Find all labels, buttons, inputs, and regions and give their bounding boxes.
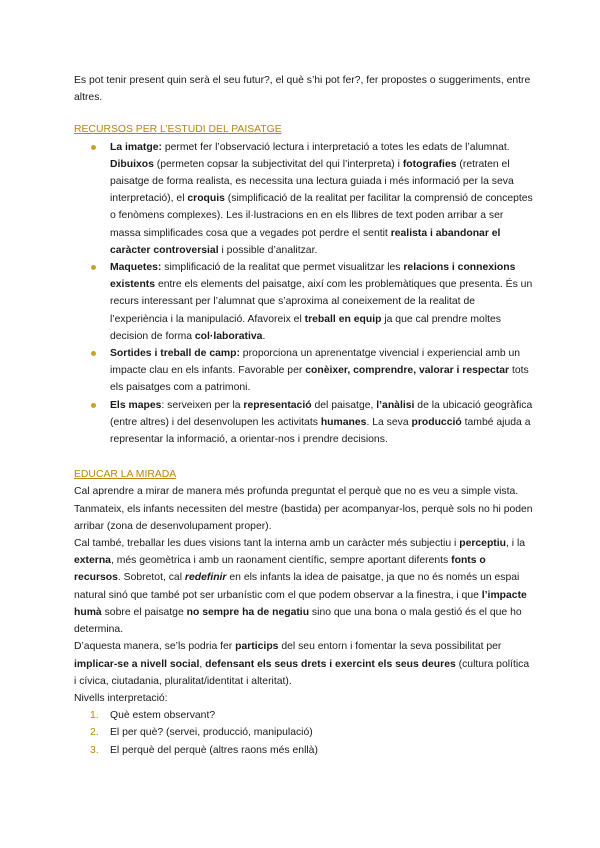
educar-paragraph-1: Cal aprendre a mirar de manera més profunda preguntat el perquè que no es veu a simple vista. Tanmateix, els infants necessiten del mestre (bastida) per acompanyar-los, perquè sols no hi poden arribar (zona de desenvolupament proper).: [74, 486, 533, 532]
bullet-icon: [91, 145, 96, 150]
list-item-level: 3. El perquè del perquè (altres raons més enllà): [90, 744, 318, 756]
educar-paragraph-2: Cal també, treballar les dues visions tant la interna amb un caràcter més subjectiu i perceptiu, i la externa, més geomètrica i amb un raonament científic, sempre aportant diferents fonts o recursos. Sobretot, cal redefinir en els infants la idea de paisatge, ja que no és només un espai natural sinó que també pot ser urbanístic com el que podem observar a la finestra, i que l’impacte humà sobre el paisatge no sempre ha de negatiu sino que una bona o mala gestió és el que ho determina.: [74, 538, 527, 636]
bullet-icon: [91, 403, 96, 408]
list-item-level: 2. El per què? (servei, producció, manipulació): [90, 727, 313, 739]
bullet-icon: [91, 351, 96, 356]
educar-paragraph-3: D’aquesta manera, se’ls podria fer particips del seu entorn i fomentar la seva possibilitat per implicar-se a nivell social, defensant els seus drets i exercint els seus deures (cultura política i cívica, ciutadania, pluralitat/identitat i alteritat).: [74, 641, 530, 687]
section-heading-recursos: RECURSOS PER L’ESTUDI DEL PAISATGE: [74, 124, 282, 136]
list-item-maquetes: Maquetes: simplificació de la realitat que permet visualitzar les relacions i connexions existents entre els elements del paisatge, així com les problemàtiques que presenta. És un recurs interessant per l’alumnat que s’aproxima al coneixement de la realitat de l’experiència i la manipulació. Afavoreix el treball en equip ja que cal prendre moltes decision de forma col·laborativa.: [74, 259, 534, 345]
document-body: [74, 72, 534, 759]
intro-paragraph: Es pot tenir present quin serà el seu futur?, el què s’hi pot fer?, fer propostes o suggeriments, entre altres.: [74, 75, 531, 104]
list-item-sortides: Sortides i treball de camp: proporciona un aprenentatge vivencial i experiencial amb un impacte clau en els infants. Favorable per conèixer, comprendre, valorar i respectar tots els paisatges com a patrimoni.: [74, 345, 534, 397]
list-item-level: 1. Què estem observant?: [90, 710, 216, 722]
bullet-icon: [91, 265, 96, 270]
recursos-list: [74, 139, 534, 449]
list-item-imatge: La imatge: permet fer l’observació lectura i interpretació a totes les edats de l’alumnat. Dibuixos (permeten copsar la subjectivitat del qui l’interpreta) i fotografies (retraten el paisatge de forma realista, es necessita una lectura guiada i més informació per la seva interpretació), el croquis (simplificació de la realitat per facilitar la comprensió de conceptes o fenòmens complexes). Les il·lustracions en en els llibres de text poden arribar a ser massa simplificades cosa que a vegades pot perdre el sentit realista i abandonar el caràcter controversial i possible d’analitzar.: [74, 139, 534, 259]
list-item-mapes: Els mapes: serveixen per la representació del paisatge, l’anàlisi de la ubicació geogràfica (entre altres) i del desenvolupen les activitats humanes. La seva producció també ajuda a representar la informació, a orientar-nos i prendre decisions.: [74, 397, 534, 449]
levels-list: [74, 707, 534, 759]
educar-paragraph-4: Nivells interpretació:: [74, 692, 168, 704]
section-heading-educar: EDUCAR LA MIRADA: [74, 469, 177, 481]
